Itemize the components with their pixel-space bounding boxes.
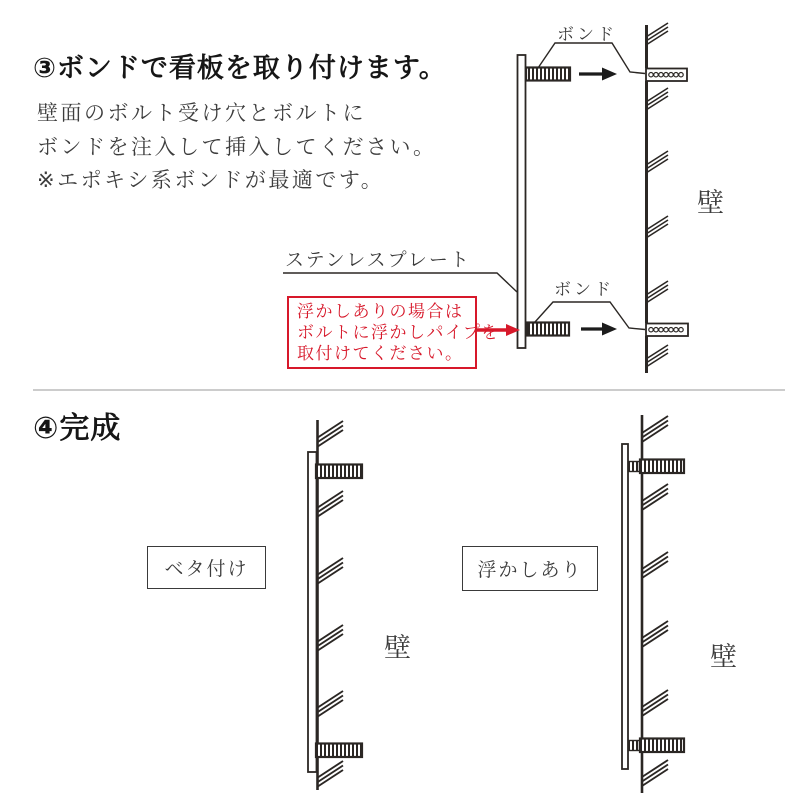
bond-label-top: ボンド — [557, 25, 617, 44]
arrow-right-icon-middle — [581, 323, 617, 336]
anchor-hole-top — [646, 69, 687, 82]
spacer-pipe-lower — [629, 741, 640, 751]
wall-label-standoff: 壁 — [710, 642, 738, 672]
wall-label-top: 壁 — [697, 188, 725, 218]
step3-instruction-line3: ※エポキシ系ボンドが最適です。 — [37, 169, 385, 192]
bolt-middle — [527, 323, 569, 336]
step3-instruction-line1: 壁面のボルト受け穴とボルトに — [37, 102, 366, 125]
anchor-hole-middle — [646, 324, 688, 337]
flat-mount-label-box — [147, 546, 266, 589]
bolt-flat-lower — [316, 744, 362, 758]
step3-heading: ③ボンドで看板を取り付けます。 — [33, 53, 447, 83]
standoff-mount-label: 浮かしあり — [477, 560, 583, 581]
arrow-right-icon-top — [579, 68, 617, 81]
spacer-pipe-upper — [629, 462, 640, 472]
signboard-plate-standoff — [622, 444, 628, 769]
stainless-plate-label: ステンレスプレート — [285, 250, 471, 271]
bolt-standoff-upper — [640, 460, 684, 474]
step3-instructions — [37, 97, 437, 198]
wall-label-flat: 壁 — [384, 633, 412, 663]
bolt-top — [526, 68, 570, 81]
standoff-note-line1: 浮かしありの場合は — [297, 302, 464, 321]
bolt-flat-upper — [316, 465, 362, 479]
step4-heading: ④完成 — [33, 412, 122, 445]
signboard-plate-flat — [308, 452, 317, 772]
standoff-note-line3: 取付けてください。 — [297, 344, 464, 363]
standoff-note-box — [287, 296, 500, 369]
signboard-plate-top — [518, 55, 526, 348]
plate-callout-line — [283, 273, 517, 292]
step3-instruction-line2: ボンドを注入して挿入してください。 — [37, 135, 437, 159]
standoff-note-line2: ボルトに浮かしパイプを — [297, 323, 500, 342]
bond-label-middle: ボンド — [554, 280, 614, 299]
standoff-mount-label-box — [462, 546, 598, 591]
bolt-standoff-lower — [640, 739, 684, 753]
flat-mount-label: ベタ付け — [164, 559, 249, 580]
